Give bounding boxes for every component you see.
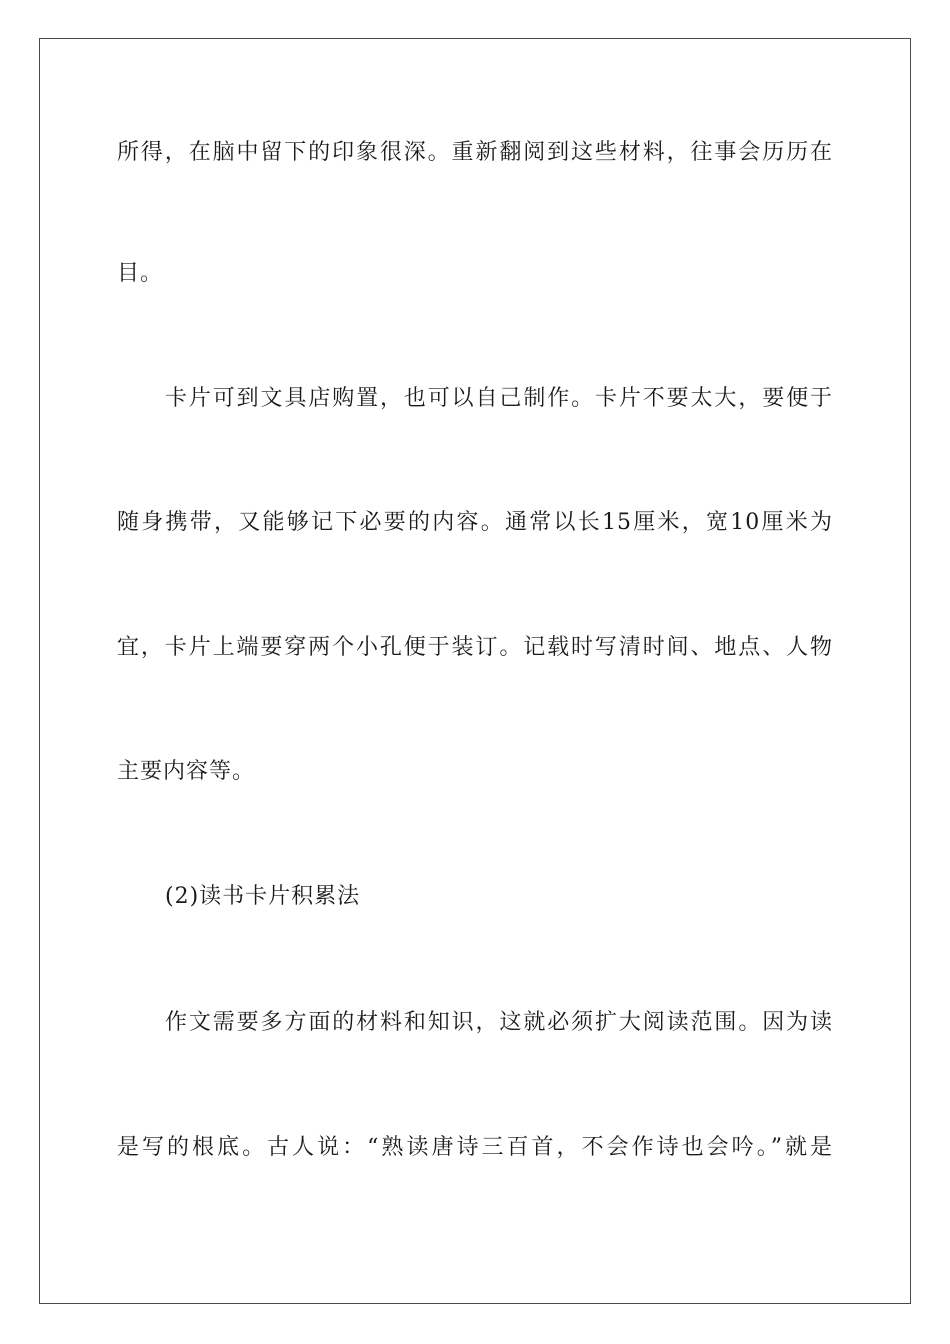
- paragraph-line-6: 主要内容等。: [117, 759, 256, 784]
- section-heading: (2)读书卡片积累法: [165, 884, 361, 909]
- paragraph-line-2: 目。: [117, 261, 164, 286]
- paragraph-line-7: 作文需要多方面的材料和知识，这就必须扩大阅读范围。因为读: [165, 1010, 833, 1035]
- paragraph-line-8: 是写的根底。古人说：“熟读唐诗三百首，不会作诗也会吟。”就是: [117, 1135, 833, 1160]
- paragraph-line-5: 宜，卡片上端要穿两个小孔便于装订。记载时写清时间、地点、人物: [117, 635, 833, 660]
- paragraph-line-4: 随身携带，又能够记下必要的内容。通常以长15厘米，宽10厘米为: [117, 510, 833, 535]
- paragraph-line-3: 卡片可到文具店购置，也可以自己制作。卡片不要太大，要便于: [165, 386, 833, 411]
- paragraph-line-1: 所得，在脑中留下的印象很深。重新翻阅到这些材料，往事会历历在: [117, 140, 833, 165]
- page-border: [39, 38, 911, 1304]
